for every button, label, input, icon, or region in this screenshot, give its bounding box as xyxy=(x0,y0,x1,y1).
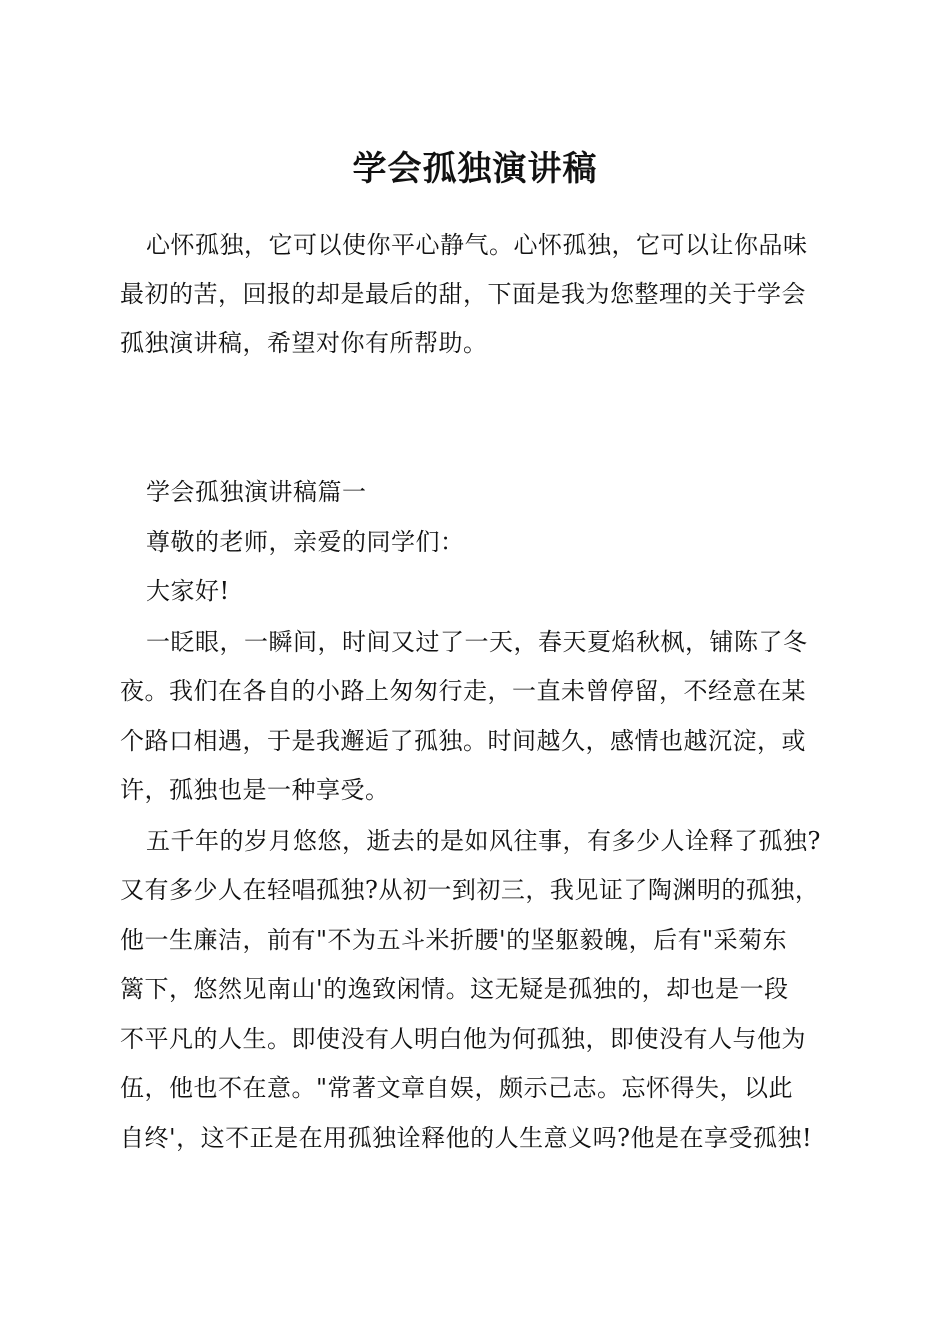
paragraph1-line-3: 个路口相遇，于是我邂逅了孤独。时间越久，感情也越沉淀，或 xyxy=(120,727,806,755)
paragraph2-line-5: 不平凡的人生。即使没有人明白他为何孤独，即使没有人与他为 xyxy=(120,1025,806,1053)
intro-line-2: 最初的苦，回报的却是最后的甜，下面是我为您整理的关于学会 xyxy=(120,280,806,308)
paragraph1-line-1: 一眨眼，一瞬间，时间又过了一天，春天夏焰秋枫，铺陈了冬 xyxy=(146,628,808,656)
section-heading: 学会孤独演讲稿篇一 xyxy=(146,478,367,506)
intro-line-3: 孤独演讲稿，希望对你有所帮助。 xyxy=(120,329,488,357)
paragraph2-line-6: 伍，他也不在意。"常著文章自娱，颇示己志。忘怀得失，以此 xyxy=(120,1074,794,1102)
greeting: 大家好! xyxy=(146,577,230,605)
paragraph1-line-4: 许，孤独也是一种享受。 xyxy=(120,776,390,804)
intro-line-1: 心怀孤独，它可以使你平心静气。心怀孤独，它可以让你品味 xyxy=(146,231,808,259)
paragraph1-line-2: 夜。我们在各自的小路上匆匆行走，一直未曾停留，不经意在某 xyxy=(120,677,806,705)
paragraph2-line-2: 又有多少人在轻唱孤独?从初一到初三，我见证了陶渊明的孤独， xyxy=(120,876,820,904)
document-title: 学会孤独演讲稿 xyxy=(352,149,598,189)
paragraph2-line-7: 自终'，这不正是在用孤独诠释他的人生意义吗?他是在享受孤独! xyxy=(120,1124,813,1152)
paragraph2-line-3: 他一生廉洁，前有"不为五斗米折腰'的坚躯毅魄，后有"采菊东 xyxy=(120,926,788,954)
salutation: 尊敬的老师，亲爱的同学们： xyxy=(146,528,465,556)
paragraph2-line-4: 篱下，悠然见南山'的逸致闲情。这无疑是孤独的，却也是一段 xyxy=(120,975,789,1003)
paragraph2-line-1: 五千年的岁月悠悠，逝去的是如风往事，有多少人诠释了孤独? xyxy=(146,827,821,855)
